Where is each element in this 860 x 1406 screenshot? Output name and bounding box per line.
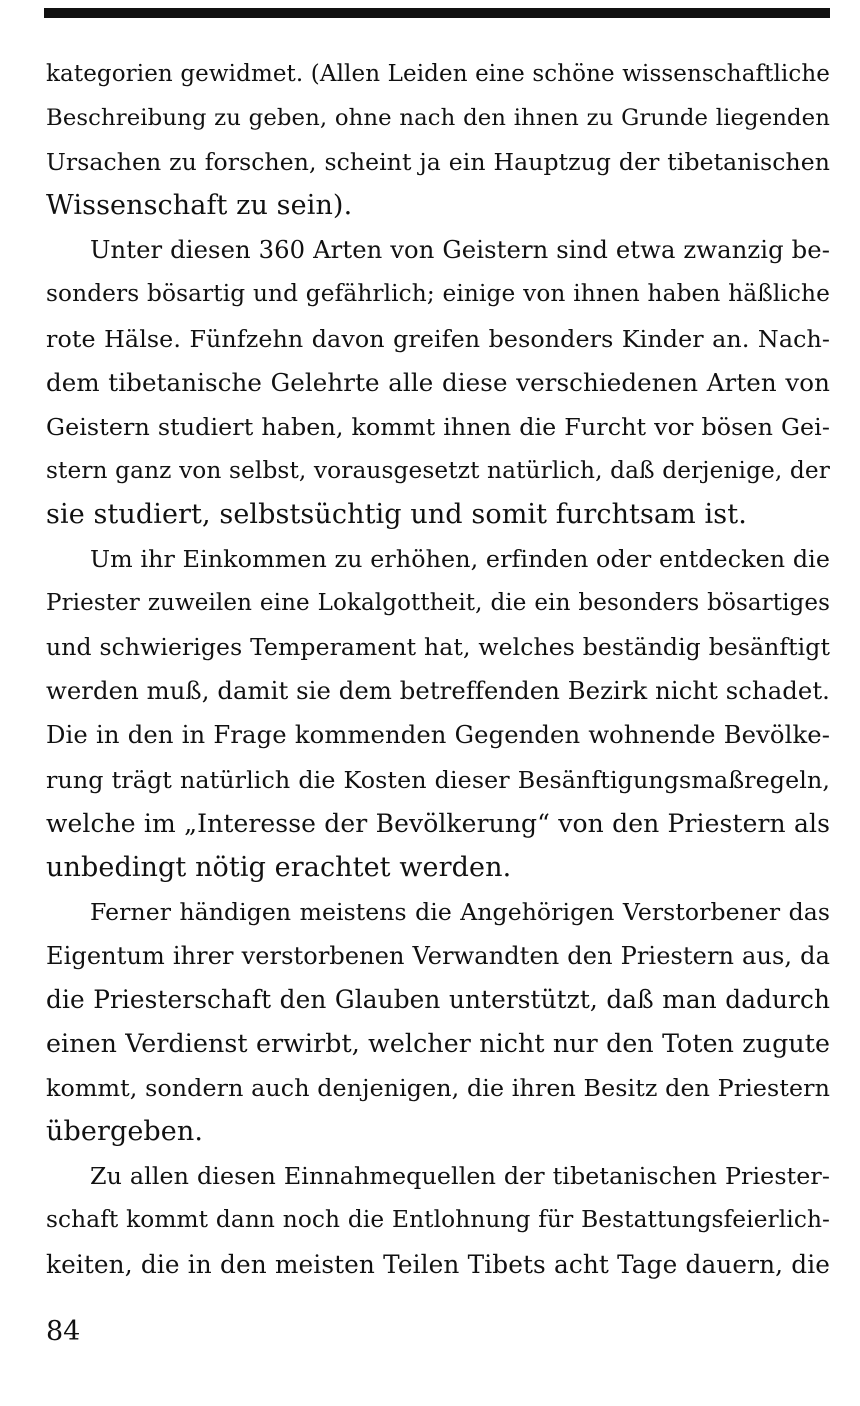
text-line: unbedingt nötig erachtet werden. xyxy=(46,851,512,883)
text-line: kommt, sondern auch denjenigen, die ihren Besitz den Priestern xyxy=(46,1074,830,1103)
top-rule xyxy=(44,8,830,18)
text-line: Zu allen diesen Einnahmequellen der tibetanischen Priester- xyxy=(90,1162,830,1191)
text-line: Um ihr Einkommen zu erhöhen, erfinden oder entdecken die xyxy=(90,545,830,574)
text-line: werden muß, damit sie dem betreffenden Bezirk nicht schadet. xyxy=(46,676,830,706)
paragraph xyxy=(46,890,830,1155)
text-line: Beschreibung zu geben, ohne nach den ihnen zu Grunde liegenden xyxy=(46,105,830,132)
text-line: kategorien gewidmet. (Allen Leiden eine schöne wissenschaftliche xyxy=(46,61,830,87)
text-line: dem tibetanische Gelehrte alle diese verschiedenen Arten von xyxy=(46,367,830,397)
text-line: Die in den in Frage kommenden Gegenden wohnende Bevölke- xyxy=(46,720,830,750)
text-line: Eigentum ihrer verstorbenen Verwandten den Priestern aus, da xyxy=(46,941,830,970)
text-line: Priester zuweilen eine Lokalgottheit, die ein besonders bösartiges xyxy=(46,590,830,617)
paragraph xyxy=(46,228,830,537)
text-line: Ursachen zu forschen, scheint ja ein Hauptzug der tibetanischen xyxy=(46,148,830,177)
text-line: und schwieriges Temperament hat, welches beständig besänftigt xyxy=(46,633,830,662)
text-line: keiten, die in den meisten Teilen Tibets acht Tage dauern, die xyxy=(46,1249,830,1279)
text-line: einen Verdienst erwirbt, welcher nicht nur den Toten zugute xyxy=(46,1029,830,1059)
paragraph xyxy=(46,537,830,890)
text-line: rote Hälse. Fünfzehn davon greifen besonders Kinder an. Nach- xyxy=(46,324,830,353)
text-line: rung trägt natürlich die Kosten dieser Besänftigungsmaßregeln, xyxy=(46,765,830,794)
text-line: schaft kommt dann noch die Entlohnung für Bestattungsfeierlich- xyxy=(46,1206,830,1234)
page-number: 84 xyxy=(46,1316,81,1347)
text-line: Geistern studiert haben, kommt ihnen die Furcht vor bösen Gei- xyxy=(46,412,830,441)
paragraph xyxy=(46,1154,830,1286)
text-line: Unter diesen 360 Arten von Geistern sind etwa zwanzig be- xyxy=(90,235,830,265)
text-line: stern ganz von selbst, vorausgesetzt natürlich, daß derjenige, der xyxy=(46,456,830,484)
text-line: sonders bösartig und gefährlich; einige von ihnen haben häßliche xyxy=(46,280,830,308)
body-text xyxy=(46,52,830,1287)
paragraph xyxy=(46,52,830,228)
text-line: übergeben. xyxy=(46,1116,204,1148)
text-line: die Priesterschaft den Glauben unterstützt, daß man dadurch xyxy=(46,984,830,1014)
text-line: sie studiert, selbstsüchtig und somit furchtsam ist. xyxy=(46,498,747,530)
text-line: welche im „Interesse der Bevölkerung“ von den Priestern als xyxy=(46,808,830,838)
text-line: Ferner händigen meistens die Angehörigen Verstorbener das xyxy=(90,897,830,926)
text-line: Wissenschaft zu sein). xyxy=(46,190,353,222)
